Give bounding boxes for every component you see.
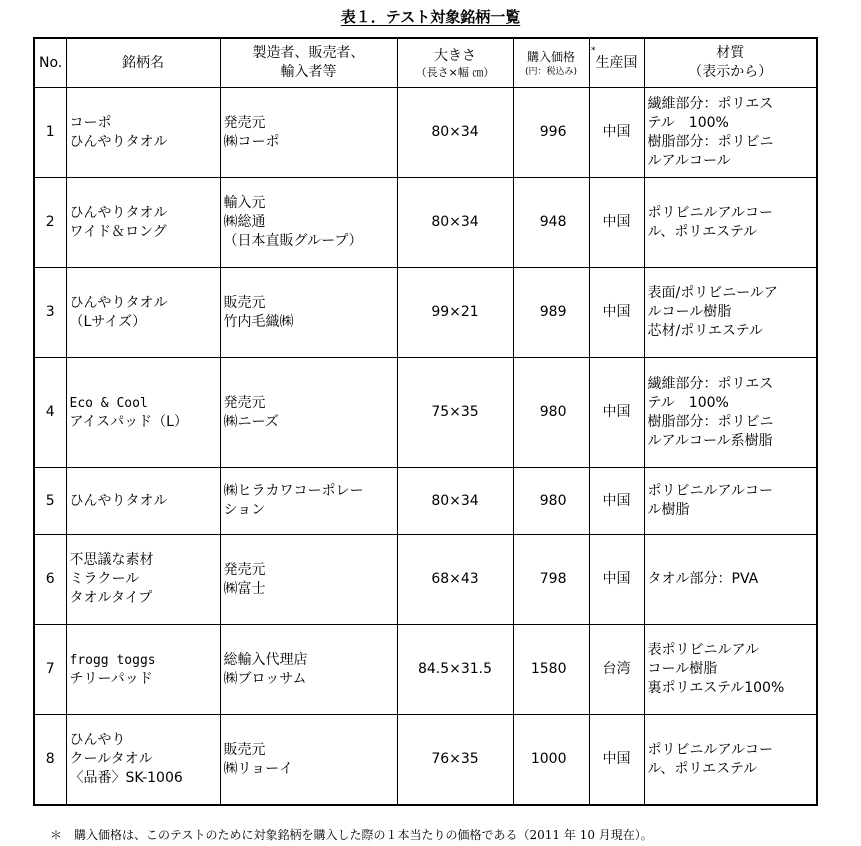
row-name-line: Eco & Cool — [69, 395, 148, 411]
row-material-line: 樹脂部分：ポリビニ — [647, 133, 774, 150]
header-maker — [220, 38, 397, 88]
table-row — [34, 268, 817, 358]
row-name — [66, 715, 220, 806]
table-row — [34, 535, 817, 625]
row-name-line: ひんやりタオル — [69, 294, 168, 311]
row-material — [644, 468, 817, 535]
row-maker-line: ㈱ニーズ — [223, 413, 279, 430]
row-maker-line: ㈱コーポ — [223, 133, 280, 150]
row-name-line: ひんやり — [69, 732, 126, 748]
header-price — [513, 38, 596, 88]
header-price-label: 購入価格 * — [514, 48, 589, 67]
row-maker — [220, 625, 397, 715]
row-material-line: 芯材/ポリエステル — [647, 323, 763, 339]
row-maker-line: 販売元 — [223, 294, 266, 311]
product-table — [33, 37, 818, 806]
row-material-line: 表ポリビニルアル — [647, 642, 759, 658]
row-material-line: 表面/ポリビニールア — [647, 285, 778, 301]
row-price: 980 — [513, 468, 589, 535]
row-price: 948 — [513, 178, 589, 268]
row-name-line: ワイド＆ロング — [69, 223, 167, 240]
row-maker-line: 輸入元 — [223, 195, 266, 211]
table-row — [34, 358, 817, 468]
row-maker-line: 総輸入代理店 — [223, 651, 308, 668]
row-maker — [220, 178, 397, 268]
header-price-mark: * — [591, 46, 596, 56]
table-row — [34, 88, 817, 178]
row-maker — [220, 715, 397, 806]
row-material — [644, 535, 817, 625]
row-material — [644, 88, 817, 178]
row-no: 4 — [34, 358, 66, 468]
row-material — [644, 625, 817, 715]
table-row — [34, 468, 817, 535]
row-maker-line: ㈱総通 — [223, 214, 266, 230]
row-material-line: タオル部分：PVA — [647, 571, 759, 587]
row-name — [66, 178, 220, 268]
row-maker — [220, 535, 397, 625]
row-name-line: クールタオル — [69, 751, 153, 767]
row-material-line: テル 100% — [647, 394, 729, 411]
row-name — [66, 268, 220, 358]
row-origin: 中国 — [589, 535, 644, 625]
row-material-line: ル、ポリエステル — [647, 223, 758, 240]
row-size: 76×35 — [397, 715, 513, 806]
header-material — [644, 38, 817, 88]
row-maker-line: 竹内毛織㈱ — [223, 313, 294, 330]
table-row — [34, 178, 817, 268]
row-material-line: ポリビニルアルコー — [647, 204, 773, 221]
header-origin: 生産国 — [589, 38, 644, 88]
row-name-line: コーポ — [69, 114, 112, 131]
row-material — [644, 178, 817, 268]
header-name: 銘柄名 — [66, 38, 220, 88]
row-material-line: ルアルコール系樹脂 — [647, 432, 773, 449]
row-maker — [220, 88, 397, 178]
header-row — [34, 38, 817, 88]
row-maker-line: ㈱ブロッサム — [223, 670, 307, 687]
row-material — [644, 268, 817, 358]
row-no: 1 — [34, 88, 66, 178]
row-material-line: テル 100% — [647, 114, 729, 131]
row-name-line: チリーパッド — [69, 670, 153, 687]
row-size: 80×34 — [397, 468, 513, 535]
row-material-line: 繊維部分：ポリエス — [647, 95, 774, 112]
row-no: 3 — [34, 268, 66, 358]
row-maker — [220, 468, 397, 535]
row-name-line: ひんやりタオル — [69, 492, 168, 509]
row-size: 84.5×31.5 — [397, 625, 513, 715]
row-material-line: ル樹脂 — [647, 502, 690, 518]
row-name-line: ひんやりタオル — [69, 204, 168, 221]
row-material — [644, 358, 817, 468]
row-no: 6 — [34, 535, 66, 625]
row-material-line: ポリビニルアルコー — [647, 483, 773, 499]
header-maker-line1: 製造者、販売者、 — [252, 45, 365, 61]
header-no: No. — [34, 38, 66, 88]
row-material-line: 裏ポリエステル100% — [647, 680, 785, 696]
table-row — [34, 625, 817, 715]
row-price: 1580 — [513, 625, 589, 715]
row-price: 980 — [513, 358, 589, 468]
row-maker-line: ㈱富士 — [223, 580, 266, 597]
row-price: 996 — [513, 88, 589, 178]
header-size — [397, 38, 513, 88]
row-size: 80×34 — [397, 88, 513, 178]
row-maker-line: 発売元 — [223, 394, 266, 411]
row-name — [66, 625, 220, 715]
row-origin: 中国 — [589, 468, 644, 535]
row-maker — [220, 268, 397, 358]
row-material-line: 繊維部分：ポリエス — [647, 375, 774, 392]
row-origin: 中国 — [589, 715, 644, 806]
row-material — [644, 715, 817, 806]
row-name-line: 不思議な素材 — [69, 552, 154, 568]
row-origin: 台湾 — [589, 625, 644, 715]
row-maker-line: 発売元 — [223, 561, 266, 578]
row-origin: 中国 — [589, 268, 644, 358]
row-name — [66, 88, 220, 178]
row-no: 2 — [34, 178, 66, 268]
row-maker-line: ㈱ヒラカワコーポレー — [223, 483, 364, 499]
row-maker-line: ション — [223, 502, 266, 518]
row-origin: 中国 — [589, 88, 644, 178]
table-row — [34, 715, 817, 806]
row-size: 99×21 — [397, 268, 513, 358]
row-name-line: 〈品番〉SK-1006 — [69, 770, 183, 786]
row-name-line: frogg toggs — [69, 652, 156, 668]
row-maker-line: 発売元 — [223, 114, 266, 131]
row-maker-line: 販売元 — [223, 741, 266, 758]
row-name-line: ミラクール — [69, 571, 140, 587]
header-size-label: 大きさ — [434, 47, 476, 64]
row-no: 8 — [34, 715, 66, 806]
table-title: 表１．テスト対象銘柄一覧 — [340, 8, 521, 26]
row-material-line: ルコール樹脂 — [647, 304, 732, 320]
row-name-line: ひんやりタオル — [69, 133, 168, 150]
row-price: 989 — [513, 268, 589, 358]
row-maker-line: （日本直販グループ） — [223, 233, 363, 249]
row-material-line: ルアルコール — [647, 152, 731, 169]
row-maker — [220, 358, 397, 468]
header-material-label: 材質 — [716, 45, 745, 61]
row-size: 80×34 — [397, 178, 513, 268]
row-name-line: アイスパッド（L） — [69, 413, 188, 430]
row-name — [66, 535, 220, 625]
header-maker-line2: 輸入者等 — [280, 64, 337, 80]
row-material-line: コール樹脂 — [647, 661, 718, 677]
row-name-line: タオルタイプ — [69, 590, 153, 606]
row-name — [66, 358, 220, 468]
header-price-unit: (円：税込み) — [524, 67, 578, 77]
row-no: 7 — [34, 625, 66, 715]
footnote: ＊ 購入価格は、このテストのために対象銘柄を購入した際の１本当たりの価格である（2011 年 10 月現在）。 — [50, 828, 653, 842]
row-origin: 中国 — [589, 358, 644, 468]
row-price: 1000 — [513, 715, 589, 806]
row-material-line: 樹脂部分：ポリビニ — [647, 413, 774, 430]
row-name-line: （Lサイズ） — [69, 313, 147, 330]
row-origin: 中国 — [589, 178, 644, 268]
row-no: 5 — [34, 468, 66, 535]
header-material-sub: （表示から） — [688, 64, 773, 80]
row-maker-line: ㈱リョーイ — [223, 760, 294, 777]
row-size: 75×35 — [397, 358, 513, 468]
row-name — [66, 468, 220, 535]
row-price: 798 — [513, 535, 589, 625]
row-material-line: ポリビニルアルコー — [647, 741, 773, 758]
header-size-unit: （長さ×幅 ㎝） — [415, 65, 495, 79]
row-material-line: ル、ポリエステル — [647, 760, 758, 777]
row-size: 68×43 — [397, 535, 513, 625]
